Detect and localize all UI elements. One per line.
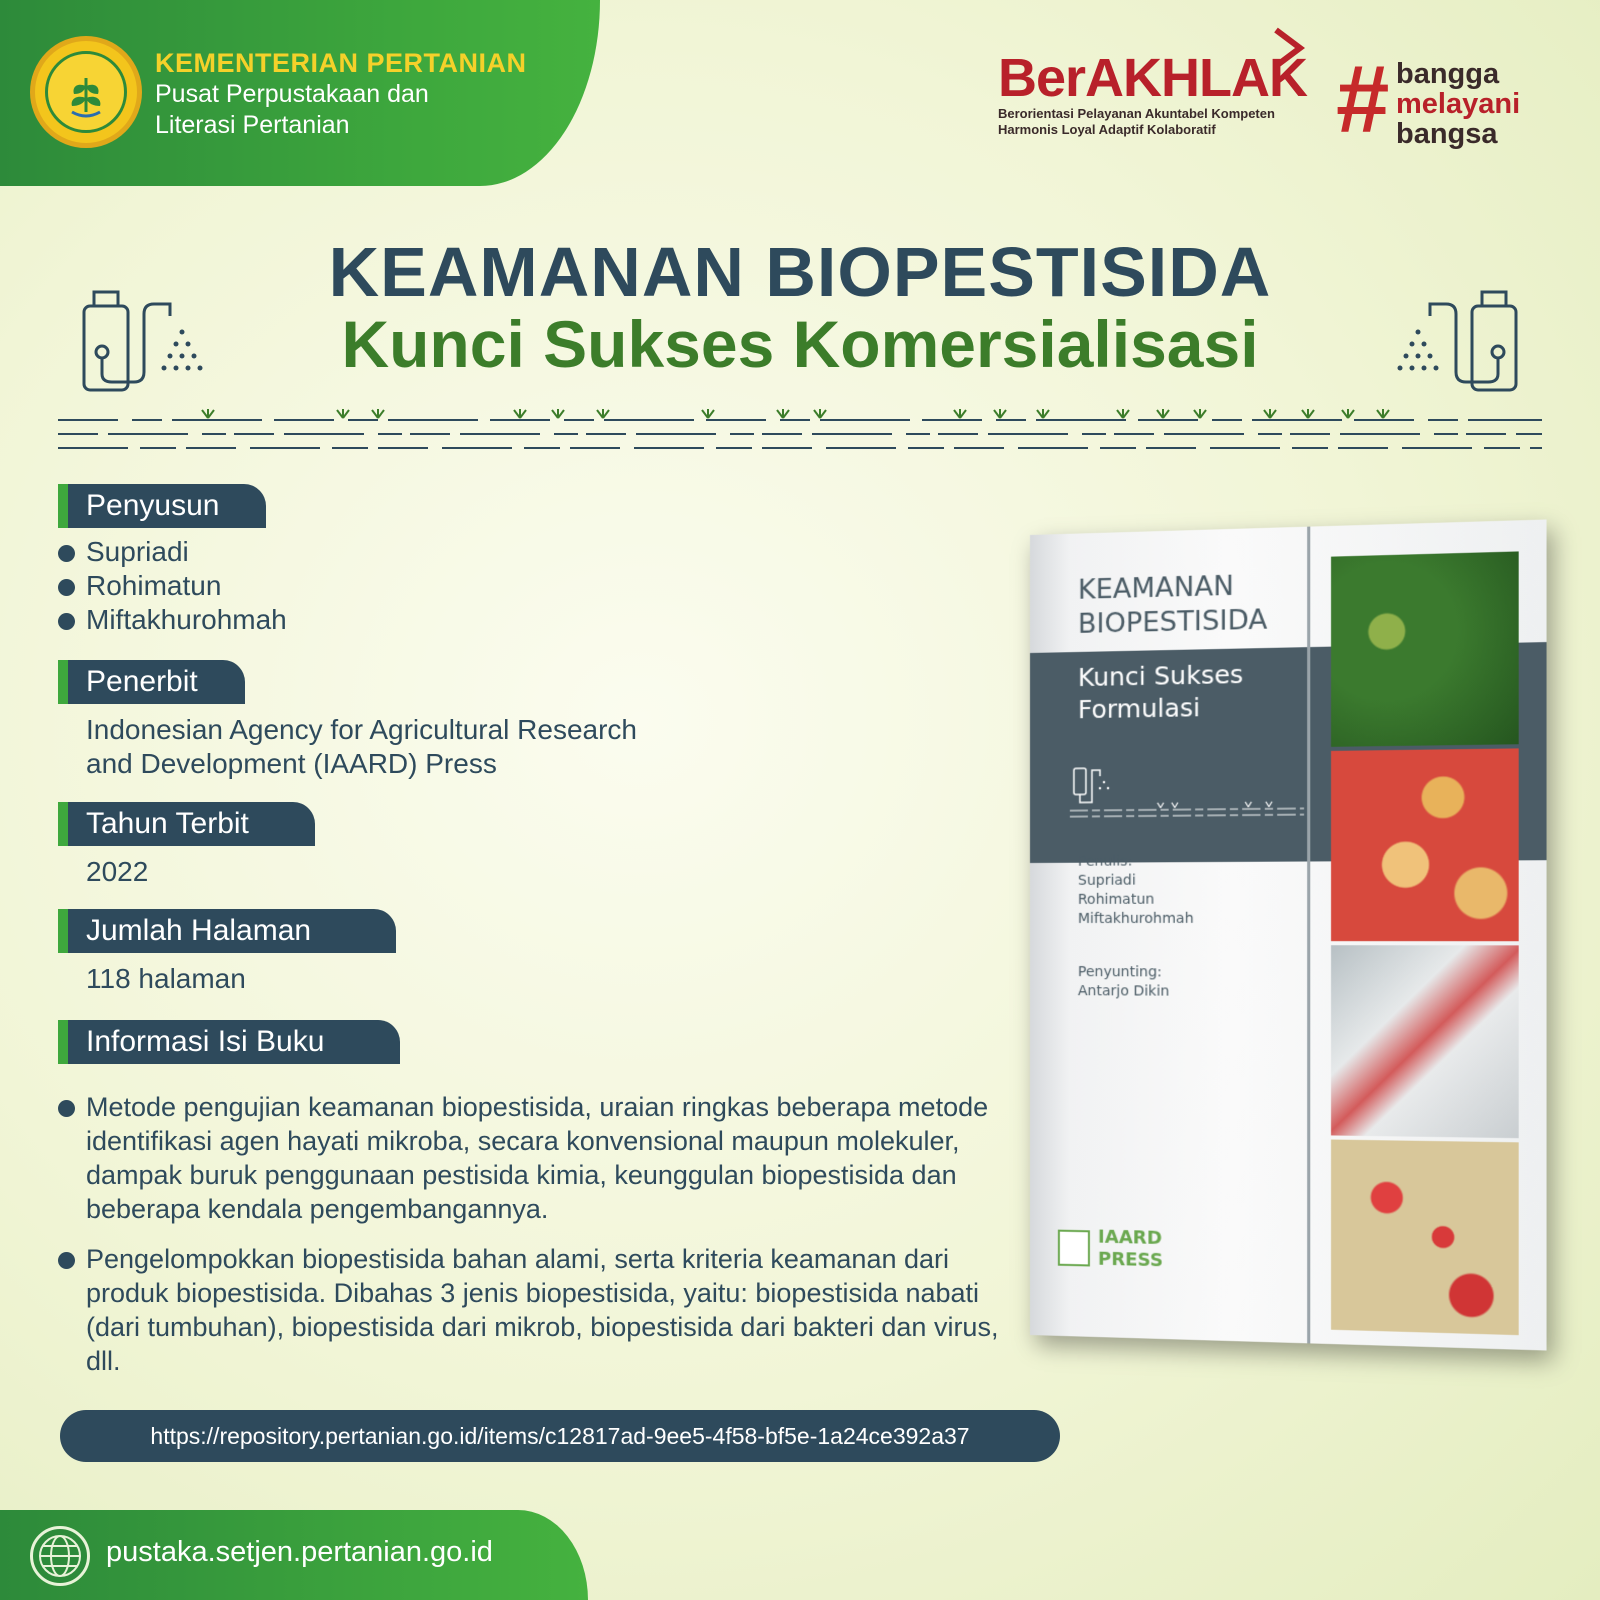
berakhlak-word: BerAKHLAK bbox=[998, 48, 1308, 108]
cover-author: Miftakhurohmah bbox=[1077, 910, 1194, 927]
cover-divider bbox=[1307, 527, 1310, 1344]
list-item: Pengelompokkan biopestisida bahan alami, serta kriteria keamanan dari produk biopestisida. Dibahas 3 jenis biopestisida, yaitu: biopestisida nabati (dari tumbuhan), biopestisida dari mikrob, biopestisida dari bakteri dan virus, dll. bbox=[58, 1242, 1018, 1378]
informasi-isi-buku-label: Informasi Isi Buku bbox=[58, 1020, 400, 1064]
page-count: 118 halaman bbox=[86, 963, 246, 994]
ministry-emblem-icon bbox=[30, 36, 142, 148]
berakhlak-tagline-1: Berorientasi Pelayanan Akuntabel Kompeten bbox=[998, 106, 1275, 121]
globe-icon bbox=[30, 1526, 90, 1586]
cover-photo-strip bbox=[1331, 551, 1519, 1339]
publisher-text bbox=[86, 713, 637, 781]
page-subtitle: Kunci Sukses Komersialisasi bbox=[341, 307, 1259, 381]
cover-subtitle bbox=[1078, 659, 1243, 727]
page-title: KEAMANAN BIOPESTISIDA bbox=[328, 233, 1272, 311]
bacterial-colony-photo bbox=[1331, 748, 1519, 941]
list-item: Metode pengujian keamanan biopestisida, uraian ringkas beberapa metode identifikasi agen hayati mikroba, secara konvensional maupun molekuler, dampak buruk penggunaan pestisida kimia, keunggulan biopestisida dan beberapa kendala pengembangannya. bbox=[58, 1090, 1018, 1226]
cover-authors bbox=[1078, 852, 1194, 929]
berakhlak-logo bbox=[998, 50, 1307, 138]
sprayer-icon bbox=[1372, 284, 1522, 394]
sprayer-icon bbox=[78, 284, 228, 394]
cover-editor bbox=[1078, 963, 1170, 1002]
publisher-line-2: and Development (IAARD) Press bbox=[86, 748, 497, 779]
book-info-list bbox=[58, 1090, 1018, 1394]
press-line-2: PRESS bbox=[1097, 1248, 1164, 1272]
cover-title-line-1: KEAMANAN bbox=[1077, 570, 1234, 606]
cover-subtitle-line-2: Formulasi bbox=[1077, 692, 1201, 725]
cover-title bbox=[1078, 569, 1268, 642]
culture-plate-photo bbox=[1331, 1140, 1519, 1336]
cover-author: Supriadi bbox=[1077, 872, 1136, 889]
ministry-name bbox=[155, 48, 527, 141]
ministry-unit-line1: Pusat Perpustakaan dan bbox=[155, 80, 429, 108]
press-line-1: IAARD bbox=[1097, 1226, 1162, 1250]
press-emblem-icon bbox=[1058, 1230, 1090, 1267]
field-rows-divider bbox=[58, 408, 1542, 458]
iaard-press-logo bbox=[1058, 1226, 1163, 1273]
penyusun-label: Penyusun bbox=[58, 484, 266, 528]
list-item: Supriadi bbox=[58, 535, 287, 569]
bangga-word: bangga bbox=[1396, 58, 1500, 90]
repository-link[interactable]: https://repository.pertanian.go.id/items/c12817ad-9ee5-4f58-bf5e-1a24ce392a37 bbox=[60, 1410, 1060, 1462]
bangsa-word: bangsa bbox=[1396, 118, 1498, 150]
footer-website-link[interactable]: pustaka.setjen.pertanian.go.id bbox=[106, 1536, 493, 1568]
leaf-photo bbox=[1331, 551, 1519, 746]
culture-streak-photo bbox=[1331, 945, 1519, 1138]
list-item: Miftakhurohmah bbox=[58, 603, 287, 637]
cover-penulis-label: Penulis: bbox=[1077, 853, 1133, 870]
tahun-terbit-label: Tahun Terbit bbox=[58, 802, 315, 846]
cover-author: Rohimatun bbox=[1077, 891, 1155, 908]
cover-title-line-2: BIOPESTISIDA bbox=[1077, 604, 1268, 640]
ministry-title: KEMENTERIAN PERTANIAN bbox=[155, 48, 527, 78]
hashtag-glyph: # bbox=[1336, 46, 1390, 153]
sprayer-icon bbox=[1070, 757, 1304, 820]
cover-editor-name: Antarjo Dikin bbox=[1077, 983, 1170, 1000]
cover-penyunting-label: Penyunting: bbox=[1077, 964, 1162, 981]
ministry-unit-line2: Literasi Pertanian bbox=[155, 111, 350, 139]
list-item: Rohimatun bbox=[58, 569, 287, 603]
jumlah-halaman-label: Jumlah Halaman bbox=[58, 909, 396, 953]
author-list bbox=[58, 535, 287, 637]
publisher-line-1: Indonesian Agency for Agricultural Research bbox=[86, 714, 637, 745]
cover-subtitle-line-1: Kunci Sukses bbox=[1077, 659, 1244, 693]
book-cover bbox=[1030, 519, 1547, 1350]
melayani-word: melayani bbox=[1396, 88, 1521, 120]
penerbit-label: Penerbit bbox=[58, 660, 245, 704]
berakhlak-tagline-2: Harmonis Loyal Adaptif Kolaboratif bbox=[998, 122, 1216, 137]
publication-year: 2022 bbox=[86, 856, 149, 887]
